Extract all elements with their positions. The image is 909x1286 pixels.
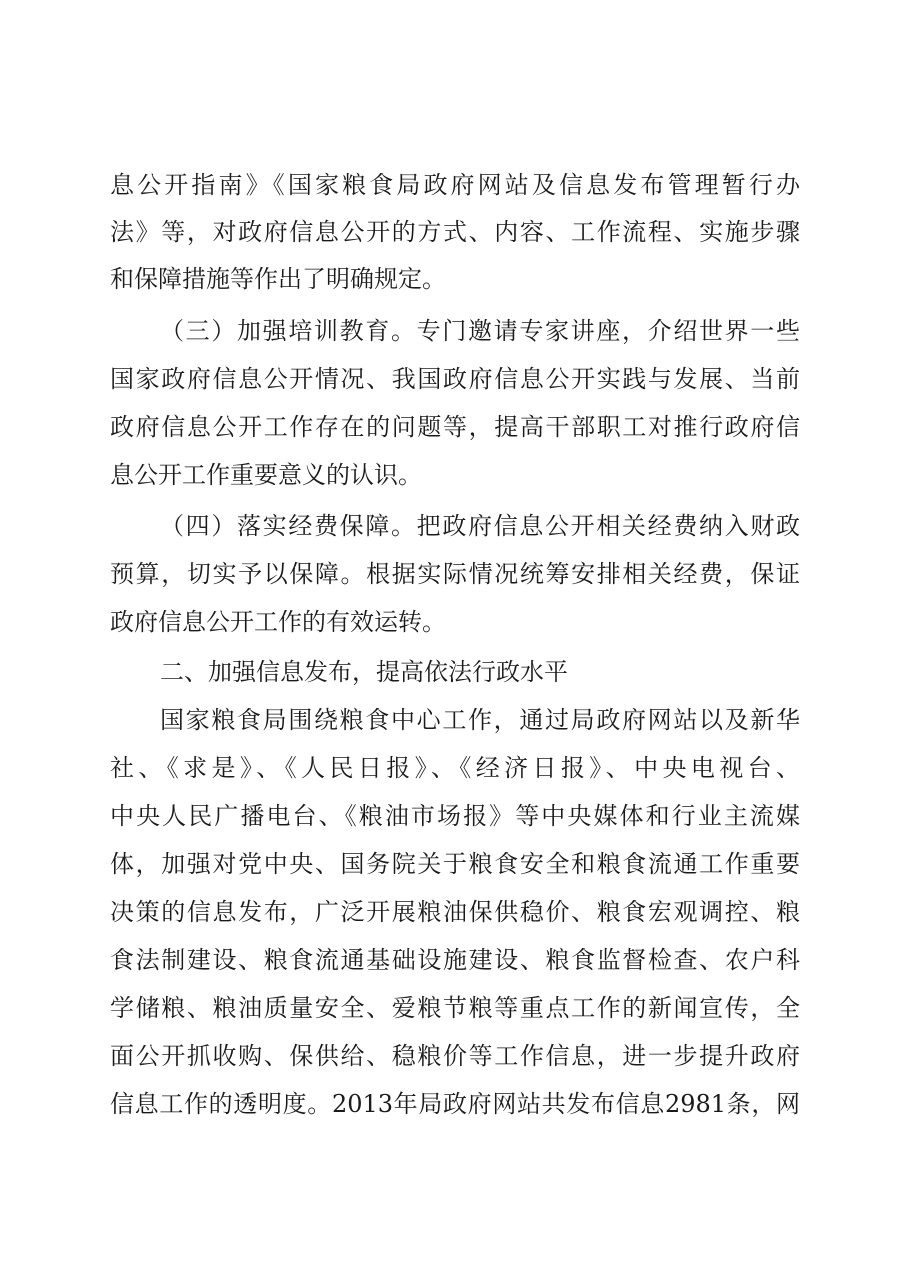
text-line: 中央人民广播电台、《粮油市场报》等中央媒体和行业主流媒 bbox=[110, 802, 800, 830]
paragraph-heading-3: （三）加强培训教育。专门邀请专家讲座，介绍世界一些 bbox=[160, 317, 800, 345]
text-line: 预算，切实予以保障。根据实际情况统筹安排相关经费，保证 bbox=[110, 560, 800, 588]
text-line: 国家政府信息公开情况、我国政府信息公开实践与发展、当前 bbox=[110, 365, 800, 393]
text-line: 法》等，对政府信息公开的方式、内容、工作流程、实施步骤 bbox=[110, 218, 800, 246]
text-line: 学储粮、粮油质量安全、爱粮节粮等重点工作的新闻宣传，全 bbox=[110, 994, 800, 1022]
text-line: 政府信息公开工作存在的问题等，提高干部职工对推行政府信 bbox=[110, 413, 800, 441]
text-line: 信息工作的透明度。2013年局政府网站共发布信息2981条，网 bbox=[110, 1090, 800, 1118]
text-line: 体，加强对党中央、国务院关于粮食安全和粮食流通工作重要 bbox=[110, 850, 800, 878]
text-line: 息公开指南》《国家粮食局政府网站及信息发布管理暂行办 bbox=[110, 171, 800, 199]
text-line: 社、《求是》、《人民日报》、《经济日报》、中央电视台、 bbox=[110, 754, 800, 782]
text-line: 和保障措施等作出了明确规定。 bbox=[110, 265, 446, 293]
section-heading-2: 二、加强信息发布，提高依法行政水平 bbox=[160, 658, 568, 686]
text-line: 面公开抓收购、保供给、稳粮价等工作信息，进一步提升政府 bbox=[110, 1042, 800, 1070]
text-line: 息公开工作重要意义的认识。 bbox=[110, 461, 422, 489]
text-line: 决策的信息发布，广泛开展粮油保供稳价、粮食宏观调控、粮 bbox=[110, 898, 800, 926]
paragraph-heading-4: （四）落实经费保障。把政府信息公开相关经费纳入财政 bbox=[160, 512, 800, 540]
text-line: 政府信息公开工作的有效运转。 bbox=[110, 608, 446, 636]
text-line: 食法制建设、粮食流通基础设施建设、粮食监督检查、农户科 bbox=[110, 946, 800, 974]
text-line: 国家粮食局围绕粮食中心工作，通过局政府网站以及新华 bbox=[160, 706, 800, 734]
